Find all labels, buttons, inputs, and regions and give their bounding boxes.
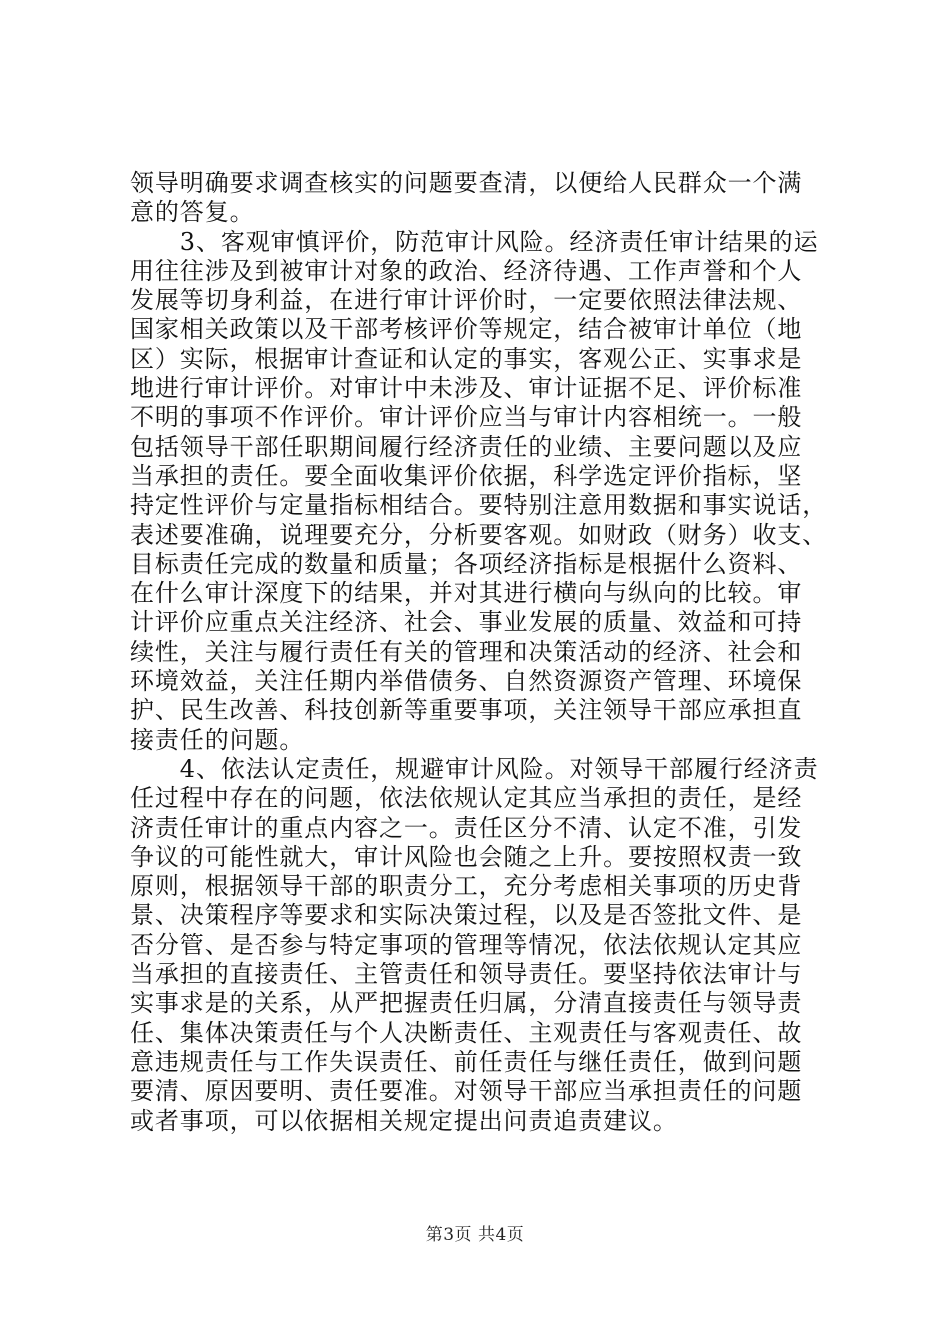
- text-line: 区）实际，根据审计查证和认定的事实，客观公正、实事求是: [130, 344, 803, 373]
- text-line: 续性，关注与履行责任有关的管理和决策活动的经济、社会和: [130, 637, 803, 666]
- text-line: 任、集体决策责任与个人决断责任、主观责任与客观责任、故: [130, 1018, 803, 1047]
- paragraph: [130, 228, 830, 755]
- text-line: 景、决策程序等要求和实际决策过程，以及是否签批文件、是: [130, 901, 803, 930]
- text-line: 发展等切身利益，在进行审计评价时，一定要依照法律法规、: [130, 286, 803, 315]
- paragraph: [130, 755, 830, 1136]
- text-line: 4、依法认定责任，规避审计风险。对领导干部履行经济责: [130, 754, 819, 783]
- paragraph: [130, 169, 830, 228]
- text-line: 目标责任完成的数量和质量；各项经济指标是根据什么资料、: [130, 549, 803, 578]
- text-line: 计评价应重点关注经济、社会、事业发展的质量、效益和可持: [130, 608, 803, 637]
- text-line: 或者事项，可以依据相关规定提出问责追责建议。: [130, 1106, 678, 1135]
- text-line: 地进行审计评价。对审计中未涉及、审计证据不足、评价标准: [130, 374, 803, 403]
- text-line: 不明的事项不作评价。审计评价应当与审计内容相统一。一般: [130, 403, 803, 432]
- text-line: 否分管、是否参与特定事项的管理等情况，依法依规认定其应: [130, 930, 803, 959]
- text-line: 原则，根据领导干部的职责分工，充分考虑相关事项的历史背: [130, 872, 803, 901]
- text-line: 意违规责任与工作失误责任、前任责任与继任责任，做到问题: [130, 1047, 803, 1076]
- text-line: 争议的可能性就大，审计风险也会随之上升。要按照权责一致: [130, 842, 803, 871]
- text-line: 环境效益，关注任期内举借债务、自然资源资产管理、环境保: [130, 667, 803, 696]
- text-line: 济责任审计的重点内容之一。责任区分不清、认定不准，引发: [130, 813, 803, 842]
- text-line: 当承担的责任。要全面收集评价依据，科学选定评价指标，坚: [130, 461, 803, 490]
- text-line: 实事求是的关系，从严把握责任归属，分清直接责任与领导责: [130, 989, 803, 1018]
- text-line: 在什么审计深度下的结果，并对其进行横向与纵向的比较。审: [130, 579, 803, 608]
- text-line: 当承担的直接责任、主管责任和领导责任。要坚持依法审计与: [130, 960, 803, 989]
- text-line: 要清、原因要明、责任要准。对领导干部应当承担责任的问题: [130, 1077, 803, 1106]
- text-line: 国家相关政策以及干部考核评价等规定，结合被审计单位（地: [130, 315, 803, 344]
- text-line: 护、民生改善、科技创新等重要事项，关注领导干部应承担直: [130, 696, 803, 725]
- text-line: 表述要准确，说理要充分，分析要客观。如财政（财务）收支、: [130, 520, 828, 549]
- page-footer: 第3页 共4页: [425, 1225, 525, 1245]
- document-body: [130, 169, 830, 1136]
- text-line: 领导明确要求调查核实的问题要查清，以便给人民群众一个满: [130, 169, 803, 197]
- text-line: 用往往涉及到被审计对象的政治、经济待遇、工作声誉和个人: [130, 256, 803, 285]
- text-line: 接责任的问题。: [130, 725, 305, 754]
- text-line: 任过程中存在的问题，依法依规认定其应当承担的责任，是经: [130, 784, 803, 813]
- text-line: 3、客观审慎评价，防范审计风险。经济责任审计结果的运: [130, 227, 819, 256]
- text-line: 包括领导干部任职期间履行经济责任的业绩、主要问题以及应: [130, 432, 803, 461]
- text-line: 意的答复。: [130, 198, 255, 227]
- text-line: 持定性评价与定量指标相结合。要特别注意用数据和事实说话，: [130, 491, 828, 520]
